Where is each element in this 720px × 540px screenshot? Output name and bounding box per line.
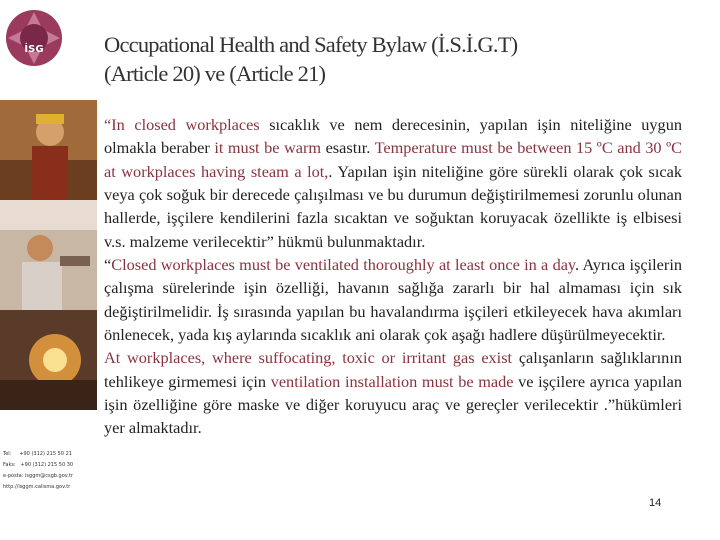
sidebar [0, 0, 97, 540]
highlighted-text: At workplaces, where suffocating, toxic or irritant gas exist [104, 348, 513, 368]
highlighted-text: it must be warm [214, 138, 322, 158]
slide-number: 14 [649, 497, 662, 509]
workers-photo-collage [0, 100, 97, 410]
highlighted-text: ventilation installation must be made [270, 371, 514, 391]
highlighted-text: Closed workplaces must be ventilated thoroughly at least once in a day [111, 255, 576, 275]
slide-body [104, 113, 682, 440]
worker-photo-1 [0, 100, 97, 200]
body-paragraph-1 [104, 113, 682, 253]
contact-web[interactable]: http://isggm.calisma.gov.tr [3, 484, 71, 490]
body-text: . Ayrıca işçilerin çalışma sürelerinde işin özelliği, havanın sağlığa zararlı bir hal almaması için sık değiştirilmelidir. İş sırasında yapılan bu havalandırma işçileri etkileyecek hava akımları önlenecek, yada kış aylarında sıcaklık ani olarak çok aşağı hadlere düşürülmeyecektir. [104, 255, 682, 345]
worker-photo-2 [0, 200, 97, 310]
worker-photo-3 [0, 310, 97, 410]
body-paragraph-2 [104, 253, 682, 346]
isg-logo [2, 6, 66, 70]
slide-title [104, 30, 704, 88]
slide-title-line-2: (Article 20) ve (Article 21) [104, 61, 326, 86]
svg-text:İSG: İSG [24, 44, 44, 55]
body-text: . Yapılan işin niteliğine göre sürekli olarak çok sıcak veya çok soğuk bir derecede çalışılması ve bu durumun değiştirilmemesi zorunlu olunan hallerde, işçilere kendilerini fazla sıcaktan ve soğuktan koruyacak özellikte iş elbisesi v.s. malzeme verilecektir” hükmü bulunmaktadır. [104, 161, 683, 251]
body-text: ve işçilere ayrıca yapılan işin özelliğine göre maske ve diğer koruyucu araç ve gereçler verilecektir .”hükümleri yer almaktadır. [104, 371, 682, 438]
body-text: sıcaklık ve nem derecesinin, yapılan işin niteliğine uygun olmakla beraber [104, 115, 682, 158]
contact-info [3, 449, 95, 493]
highlighted-text: Temperature must be between 15 ºC and 30 ºC at workplaces having steam a lot, [104, 138, 682, 181]
slide-title-line-1: Occupational Health and Safety Bylaw (İ.S.İ.G.T) [104, 32, 518, 57]
contact-tel-row: Tel: +90 (312) 215 50 21 [3, 451, 72, 457]
body-text: “ [104, 255, 112, 275]
highlighted-text: “In closed workplaces [104, 115, 260, 134]
body-text: esastır. [321, 138, 375, 158]
contact-fax-row: Faks: +90 (312) 215 50 30 [3, 462, 74, 468]
body-paragraph-3 [104, 346, 682, 439]
contact-email-row: e-posta: isggm@csgb.gov.tr [3, 473, 73, 479]
body-text: çalışanların sağlıklarının tehlikeye girmemesi için [104, 348, 682, 391]
